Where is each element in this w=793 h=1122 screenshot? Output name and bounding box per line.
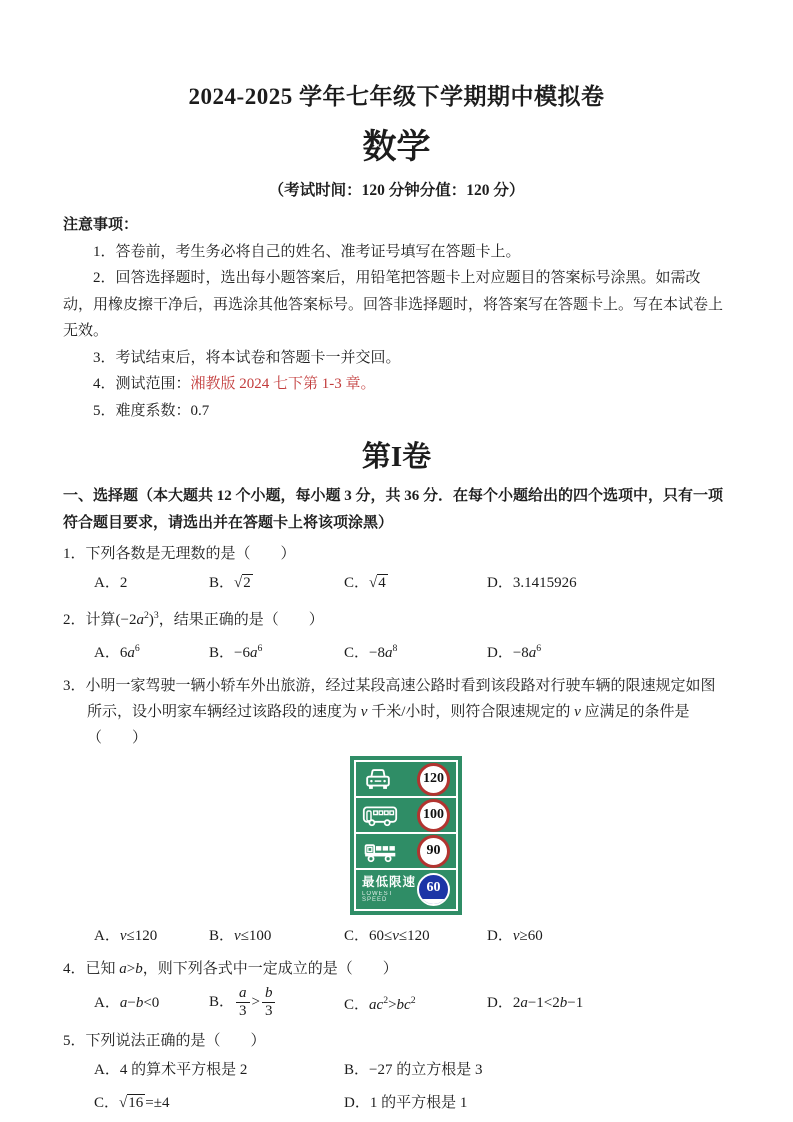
option-b: B． $\frac{a}{3}$ > $\frac{b}{3}$ <box>209 985 344 1021</box>
option-a: A．v≤120 <box>94 928 158 944</box>
option-d: D．3.1415926 <box>487 575 577 591</box>
truck-icon <box>362 839 398 864</box>
notes-title: 注意事项： <box>63 217 139 233</box>
question-1 <box>63 541 730 596</box>
question-stem: 1．下列各数是无理数的是（ ） <box>63 546 296 562</box>
option-a: A．a−b<0 <box>94 994 160 1011</box>
option-c: C．$-8a^8$ <box>344 643 398 661</box>
option-c: C．√4 <box>344 575 386 591</box>
exam-info: （考试时间：120 分钟分值：120 分） <box>268 182 525 199</box>
note-4-red-text: 湘教版 2024 七下第 1-3 章。 <box>190 376 376 392</box>
option-c: C．60≤v≤120 <box>344 928 430 944</box>
question-stem: 4．已知 a>b，则下列各式中一定成立的是（ ） <box>63 961 398 977</box>
section-heading: 一、选择题（本大题共 12 个小题，每小题 3 分，共 36 分．在每个小题给出的四个选项中，只有一项符合题目要求，请选出并在答题卡上将该项涂黑） <box>63 488 724 531</box>
options-row <box>94 923 730 949</box>
sign-row-bus <box>356 798 456 834</box>
sign-row-truck <box>356 834 456 870</box>
limit-circle-120: 120 <box>417 763 450 796</box>
question-stem: 2．计算$(-2a^2)^3$，结果正确的是（ ） <box>63 610 324 628</box>
part-title: 第I卷 <box>361 441 432 473</box>
note-item-4 <box>63 371 730 398</box>
option-d: D．v≥60 <box>487 928 543 944</box>
limit-circle-100: 100 <box>417 799 450 832</box>
exam-title: 2024-2025 学年七年级下学期期中模拟卷 <box>188 84 605 109</box>
question-5 <box>63 1028 730 1116</box>
limit-circle-90: 90 <box>417 835 450 868</box>
min-speed-label: 最低限速 <box>362 875 417 890</box>
option-a: A．$6a^6$ <box>94 643 140 661</box>
speed-limit-sign-figure <box>350 756 730 915</box>
question-stem: 3．小明一家驾驶一辆小轿车外出旅游，经过某段高速公路时看到该段路对行驶车辆的限速规定如图所示，设小明家车辆经过该路段的速度为 v 千米/小时，则符合限速规定的 v 应满足的条件是（ ） <box>63 678 716 746</box>
option-d: D．2a−1<2b−1 <box>487 994 584 1011</box>
sign-row-min-speed <box>356 870 456 909</box>
option-a: A．2 <box>94 575 128 591</box>
options-row <box>94 570 730 596</box>
exam-subject: 数学 <box>362 129 431 166</box>
limit-circle-60: 60 <box>417 873 450 906</box>
question-2 <box>63 603 730 666</box>
options-grid <box>94 1057 730 1116</box>
question-stem: 5．下列说法正确的是（ ） <box>63 1032 266 1049</box>
note-item-2: 2．回答选择题时，选出每小题答案后，用铅笔把答题卡上对应题目的答案标号涂黑。如需改动，用橡皮擦干净后，再选涂其他答案标号。回答非选择题时，将答案写在答题卡上。写在本试卷上无效。 <box>63 270 724 339</box>
option-a: A．4 的算术平方根是 2 <box>94 1061 248 1078</box>
note-item-3: 3．考试结束后，将本试卷和答题卡一并交回。 <box>93 349 401 366</box>
note-4-prefix: 4．测试范围： <box>93 376 191 392</box>
note-item-5: 5．难度系数：0.7 <box>93 402 210 419</box>
option-b: B．√2 <box>209 575 251 591</box>
speed-limit-sign <box>350 756 462 915</box>
bus-icon <box>362 803 398 828</box>
min-speed-sublabel: LOWEST SPEED <box>362 890 394 903</box>
sign-row-car <box>356 762 456 798</box>
question-4 <box>63 956 730 1021</box>
option-d: D．$-8a^6$ <box>487 643 542 661</box>
options-row <box>94 985 730 1021</box>
options-row <box>94 636 730 666</box>
option-b: B．v≤100 <box>209 928 272 944</box>
question-3 <box>63 673 730 949</box>
option-b: B．$-6a^6$ <box>209 643 263 661</box>
option-d: D．1 的平方根是 1 <box>344 1094 468 1111</box>
notes-section <box>63 212 730 424</box>
option-b: B．−27 的立方根是 3 <box>344 1061 483 1078</box>
note-item-1: 1．答卷前，考生务必将自己的姓名、准考证号填写在答题卡上。 <box>93 243 521 260</box>
option-c: C．$ac^2>bc^2$ <box>344 994 416 1013</box>
car-icon <box>362 767 394 792</box>
option-c: C．√16 =±4 <box>94 1094 170 1111</box>
